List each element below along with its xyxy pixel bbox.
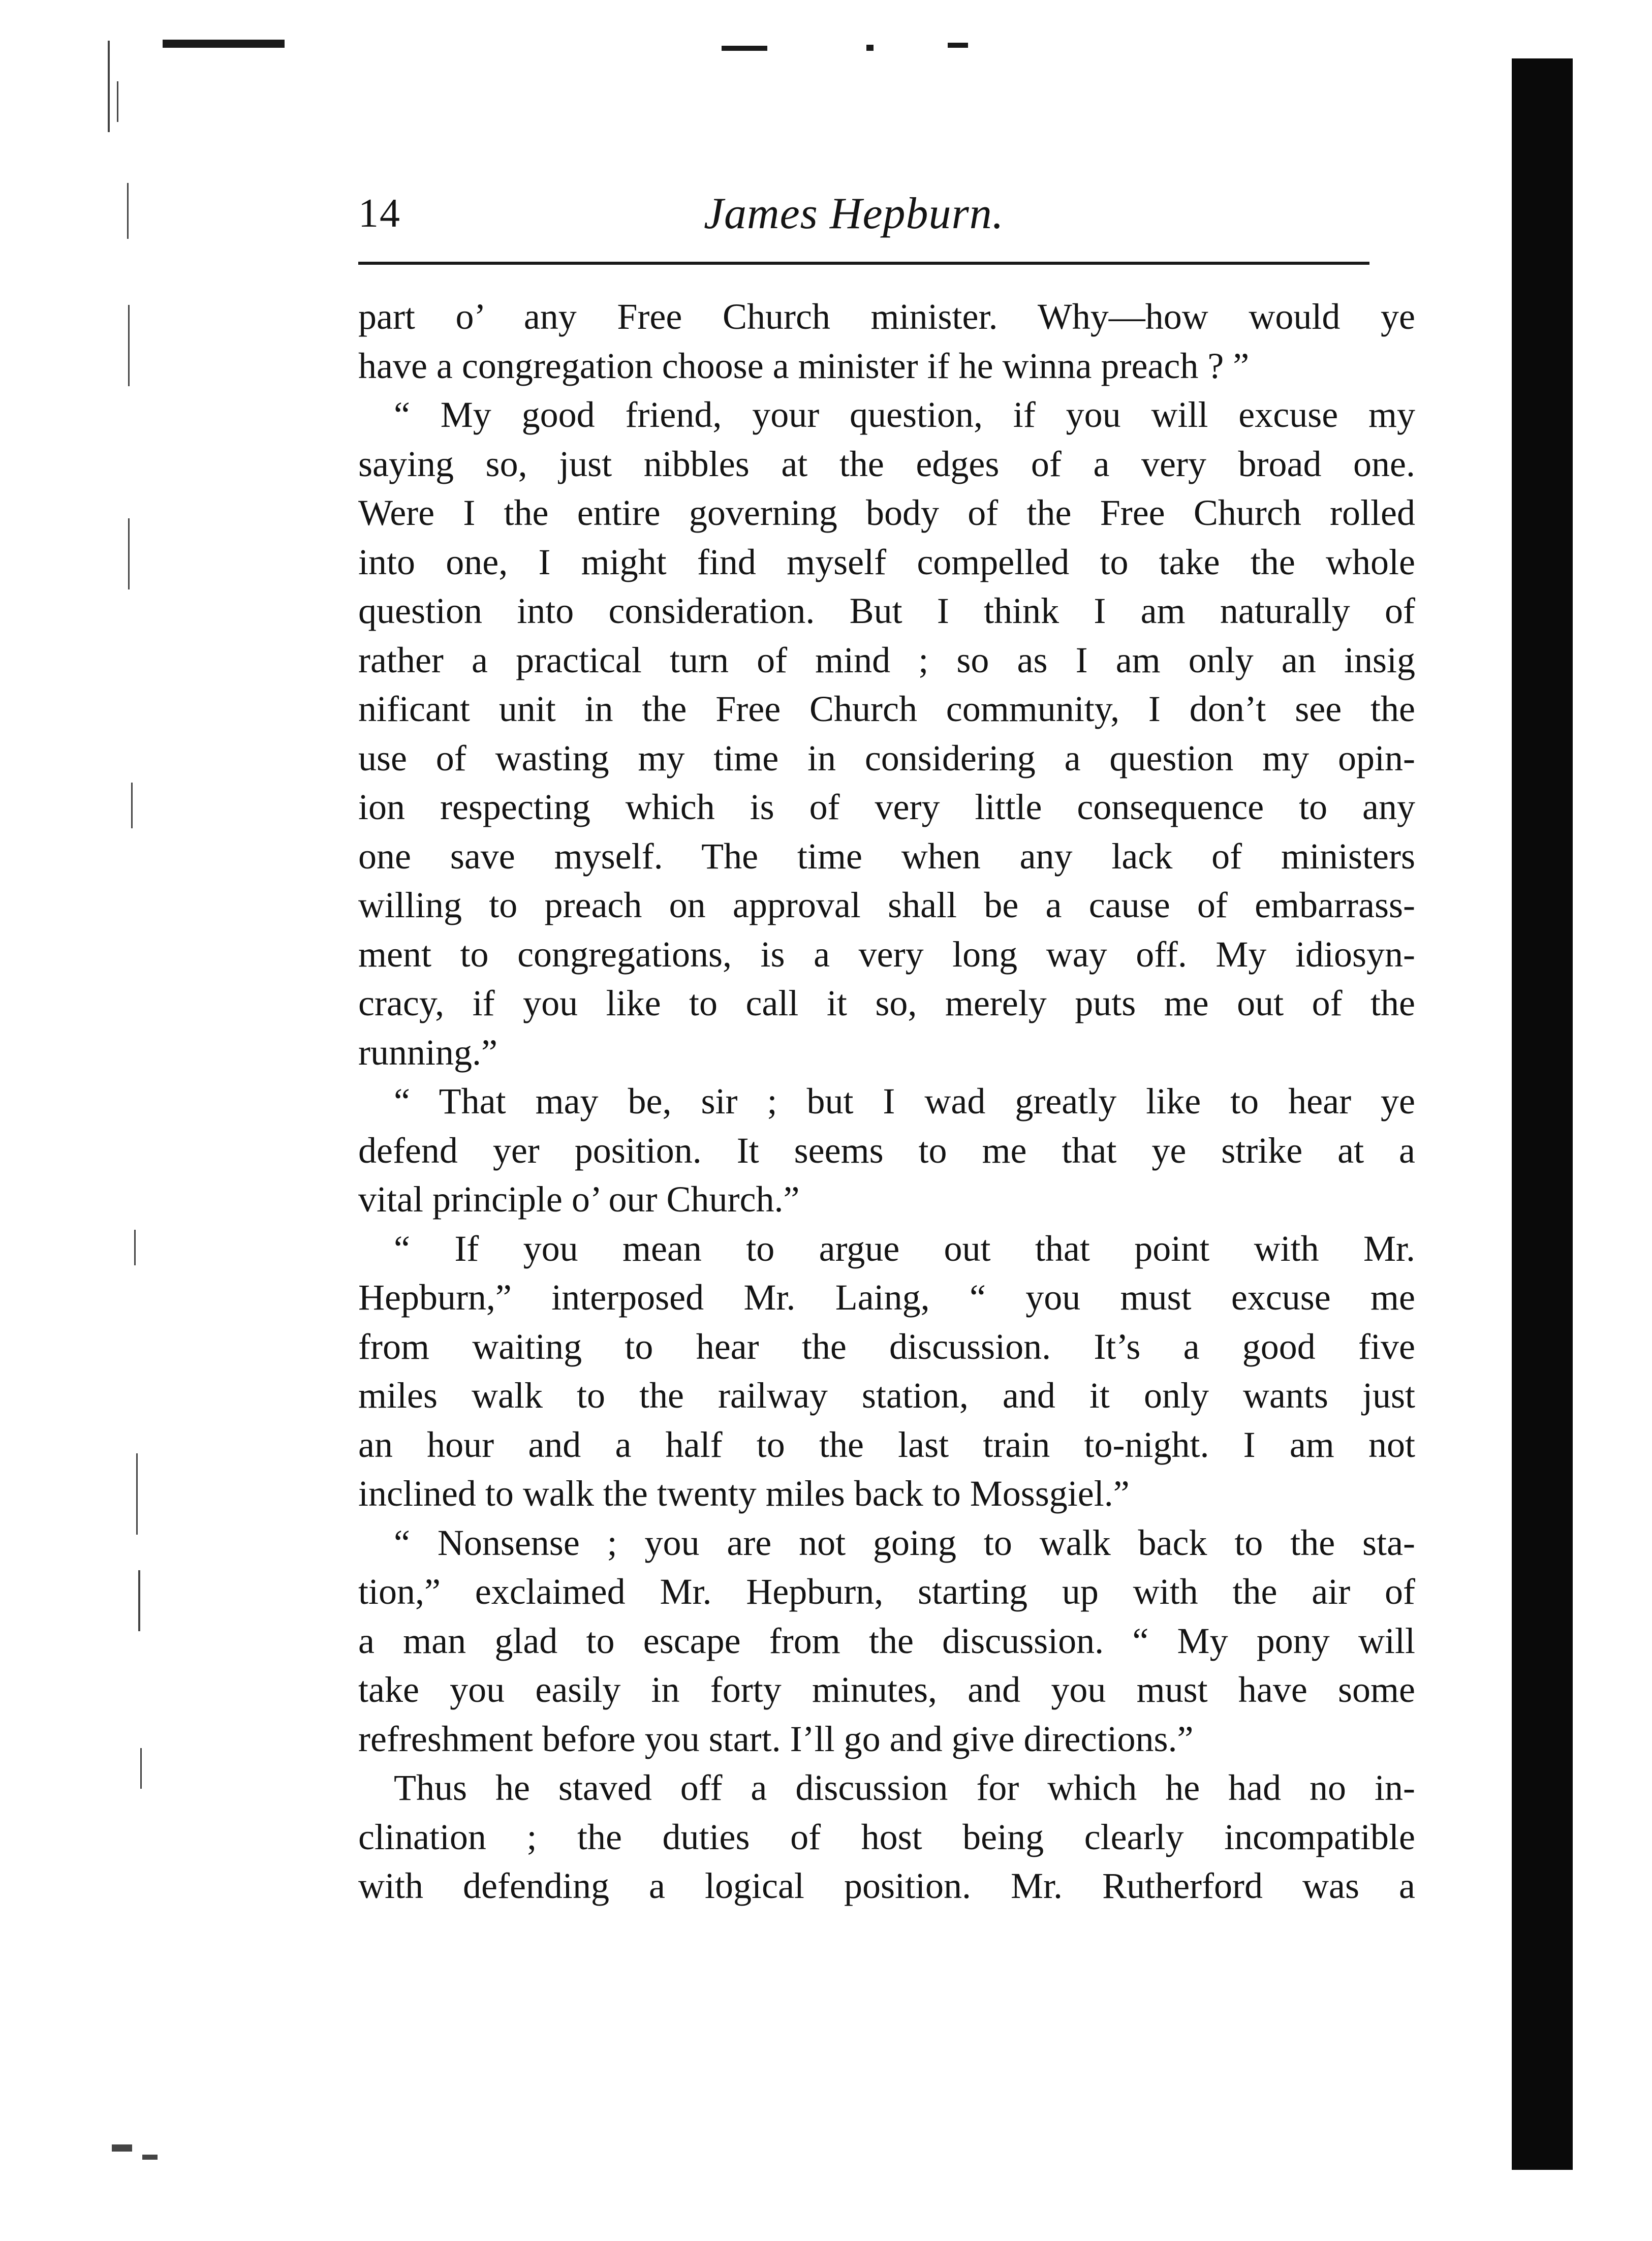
text-line: cracy, if you like to call it so, merely puts me out of the — [358, 983, 1415, 1023]
text-line: “ If you mean to argue out that point with Mr. — [394, 1228, 1415, 1269]
scan-mark-top-center-1 — [722, 46, 767, 51]
speck — [134, 1230, 136, 1265]
text-line: clination ; the duties of host being clearly incompatible — [358, 1816, 1415, 1857]
speck — [140, 1748, 142, 1789]
text-line: one save myself. The time when any lack of ministers — [358, 835, 1415, 877]
running-title: James Hepburn. — [704, 189, 1004, 238]
scan-mark-top-left — [163, 40, 285, 48]
speck — [127, 183, 129, 239]
text-line: “ That may be, sir ; but I wad greatly like to hear ye — [394, 1081, 1415, 1122]
text-line: from waiting to hear the discussion. It’s a good five — [358, 1326, 1415, 1367]
text-line: “ My good friend, your question, if you will excuse my — [394, 394, 1415, 435]
speck — [128, 518, 130, 589]
text-line: take you easily in forty minutes, and you must have some — [358, 1669, 1415, 1710]
text-line: “ Nonsense ; you are not going to walk back to the sta- — [394, 1522, 1415, 1563]
scan-edge-shadow — [1512, 58, 1573, 2170]
body-text — [358, 292, 1415, 1911]
page-number: 14 — [358, 191, 401, 236]
text-line: inclined to walk the twenty miles back to Mossgiel.” — [358, 1473, 1130, 1514]
text-line: with defending a logical position. Mr. Rutherford was a — [358, 1865, 1415, 1906]
text-line: tion,” exclaimed Mr. Hepburn, starting up with the air of — [358, 1571, 1415, 1612]
text-line: ion respecting which is of very little consequence to any — [358, 787, 1415, 827]
speck — [136, 1453, 138, 1535]
text-line: rather a practical turn of mind ; so as I am only an insig — [358, 639, 1415, 680]
text-line: Thus he staved off a discussion for which he had no in- — [394, 1767, 1415, 1808]
text-line: use of wasting my time in considering a question my opin- — [358, 737, 1415, 779]
speck — [112, 2144, 132, 2152]
running-header — [358, 180, 1375, 252]
speck — [108, 41, 110, 132]
text-line: defend yer position. It seems to me that ye strike at a — [358, 1130, 1415, 1171]
text-line: miles walk to the railway station, and it only wants just — [358, 1375, 1415, 1416]
text-line: willing to preach on approval shall be a cause of embarrass- — [358, 885, 1415, 925]
text-line: have a congregation choose a minister if he winna preach ? ” — [358, 345, 1250, 386]
text-line: Were I the entire governing body of the Free Church rolled — [358, 492, 1415, 533]
text-line: a man glad to escape from the discussion. “ My pony will — [358, 1620, 1415, 1661]
text-line: an hour and a half to the last train to-night. I am not — [358, 1424, 1415, 1465]
header-rule — [358, 262, 1369, 265]
scan-mark-top-center-2 — [866, 45, 874, 51]
text-line: vital principle o’ our Church.” — [358, 1179, 800, 1220]
text-line: nificant unit in the Free Church community, I don’t see the — [358, 689, 1415, 729]
text-line: Hepburn,” interposed Mr. Laing, “ you must excuse me — [358, 1277, 1415, 1318]
speck — [117, 81, 118, 122]
text-line: saying so, just nibbles at the edges of a very broad one. — [358, 443, 1415, 484]
text-line: part o’ any Free Church minister. Why—how would ye — [358, 296, 1415, 337]
scan-mark-top-center-3 — [948, 43, 968, 48]
speck — [138, 1570, 140, 1631]
text-line: into one, I might find myself compelled to take the whole — [358, 541, 1415, 582]
speck — [131, 783, 133, 828]
text-line: running.” — [358, 1032, 497, 1073]
text-line: refreshment before you start. I’ll go and give directions.” — [358, 1718, 1194, 1759]
text-line: question into consideration. But I think I am naturally of — [358, 590, 1415, 631]
text-line: ment to congregations, is a very long way off. My idiosyn- — [358, 933, 1415, 975]
scan-margin-specks — [102, 20, 163, 2216]
speck — [128, 305, 130, 386]
speck — [142, 2155, 158, 2160]
